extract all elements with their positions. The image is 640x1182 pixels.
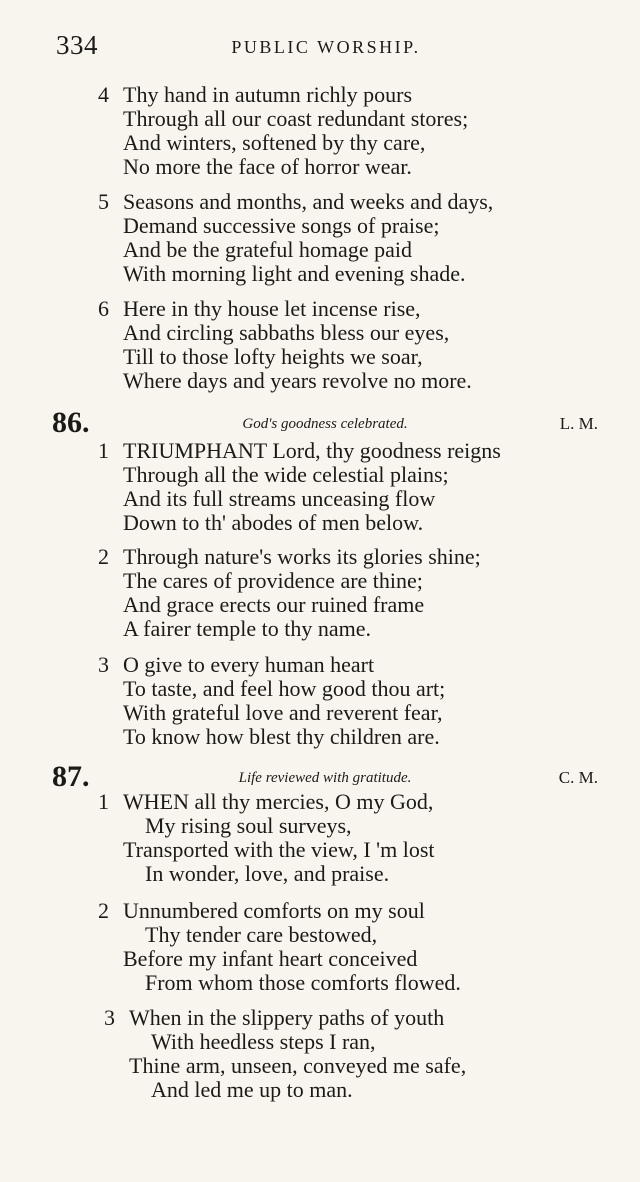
verse-line: Thy tender care bestowed, — [145, 922, 378, 947]
stanza-continued-6 — [98, 297, 598, 393]
verse-line: Through all the wide celestial plains; — [123, 462, 449, 487]
verse-line: O give to every human heart — [123, 652, 375, 677]
verse-line: And winters, softened by thy care, — [123, 130, 426, 155]
hymn-title: God's goodness celebrated. — [242, 416, 408, 432]
verse-line: Thy hand in autumn richly pours — [123, 82, 413, 107]
hymn-title: Life reviewed with gratitude. — [238, 770, 412, 786]
stanza-number: 2 — [98, 544, 109, 569]
hymn-87-stanza-2 — [98, 899, 598, 995]
running-title: PUBLIC WORSHIP. — [231, 37, 421, 57]
stanza-number: 3 — [98, 652, 109, 677]
stanza-number: 2 — [98, 898, 109, 923]
verse-line: In wonder, love, and praise. — [145, 861, 390, 886]
verse-line: Till to those lofty heights we soar, — [123, 344, 423, 369]
verse-line: Transported with the view, I 'm lost — [123, 837, 435, 862]
hymn-meter: C. M. — [558, 768, 598, 787]
verse-line: Down to th' abodes of men below. — [123, 510, 424, 535]
hymn-heading — [52, 406, 598, 442]
hymn-87-stanza-1 — [98, 790, 598, 886]
verse-line: Here in thy house let incense rise, — [123, 296, 421, 321]
page-number: 334 — [56, 30, 98, 60]
verse-line: And led me up to man. — [151, 1077, 353, 1102]
verse-line: And be the grateful homage paid — [123, 237, 412, 262]
page-header — [56, 30, 596, 64]
stanza-number: 1 — [98, 438, 109, 463]
verse-line: No more the face of horror wear. — [123, 154, 412, 179]
stanza-number: 4 — [98, 82, 109, 107]
verse-line: Where days and years revolve no more. — [123, 368, 472, 393]
hymn-meter: L. M. — [559, 414, 598, 433]
verse-line: With grateful love and reverent fear, — [123, 700, 443, 725]
verse-line: Seasons and months, and weeks and days, — [123, 189, 494, 214]
verse-line: And its full streams unceasing flow — [123, 486, 436, 511]
stanza-continued-5 — [98, 190, 598, 286]
verse-line: With morning light and evening shade. — [123, 261, 466, 286]
hymn-number: 86. — [52, 406, 90, 439]
verse-line: A fairer temple to thy name. — [123, 616, 372, 641]
stanza-number: 3 — [104, 1005, 115, 1030]
stanza-number: 6 — [98, 296, 109, 321]
verse-line: Thine arm, unseen, conveyed me safe, — [129, 1053, 467, 1078]
verse-line: And grace erects our ruined frame — [123, 592, 425, 617]
verse-line: With heedless steps I ran, — [151, 1029, 376, 1054]
hymn-86-stanza-1 — [98, 439, 598, 535]
verse-line: Demand successive songs of praise; — [123, 213, 440, 238]
verse-line: Unnumbered comforts on my soul — [123, 898, 425, 923]
verse-line: Through nature's works its glories shine; — [123, 544, 481, 569]
hymn-87-stanza-3 — [104, 1006, 604, 1102]
verse-line: The cares of providence are thine; — [123, 568, 423, 593]
verse-line: And circling sabbaths bless our eyes, — [123, 320, 450, 345]
stanza-number: 5 — [98, 189, 109, 214]
verse-line: My rising soul surveys, — [145, 813, 352, 838]
verse-line: When in the slippery paths of youth — [129, 1005, 445, 1030]
verse-line: Before my infant heart conceived — [123, 946, 418, 971]
hymn-number: 87. — [52, 760, 90, 793]
verse-line: From whom those comforts flowed. — [145, 970, 461, 995]
verse-line: Through all our coast redundant stores; — [123, 106, 469, 131]
hymn-86-stanza-3 — [98, 653, 598, 749]
stanza-continued-4 — [98, 83, 598, 179]
verse-line: To know how blest thy children are. — [123, 724, 440, 749]
verse-line: TRIUMPHANT Lord, thy goodness reigns — [123, 438, 501, 463]
stanza-number: 1 — [98, 789, 109, 814]
hymn-86-stanza-2 — [98, 545, 598, 641]
verse-line: To taste, and feel how good thou art; — [123, 676, 446, 701]
verse-line: WHEN all thy mercies, O my God, — [123, 789, 434, 814]
